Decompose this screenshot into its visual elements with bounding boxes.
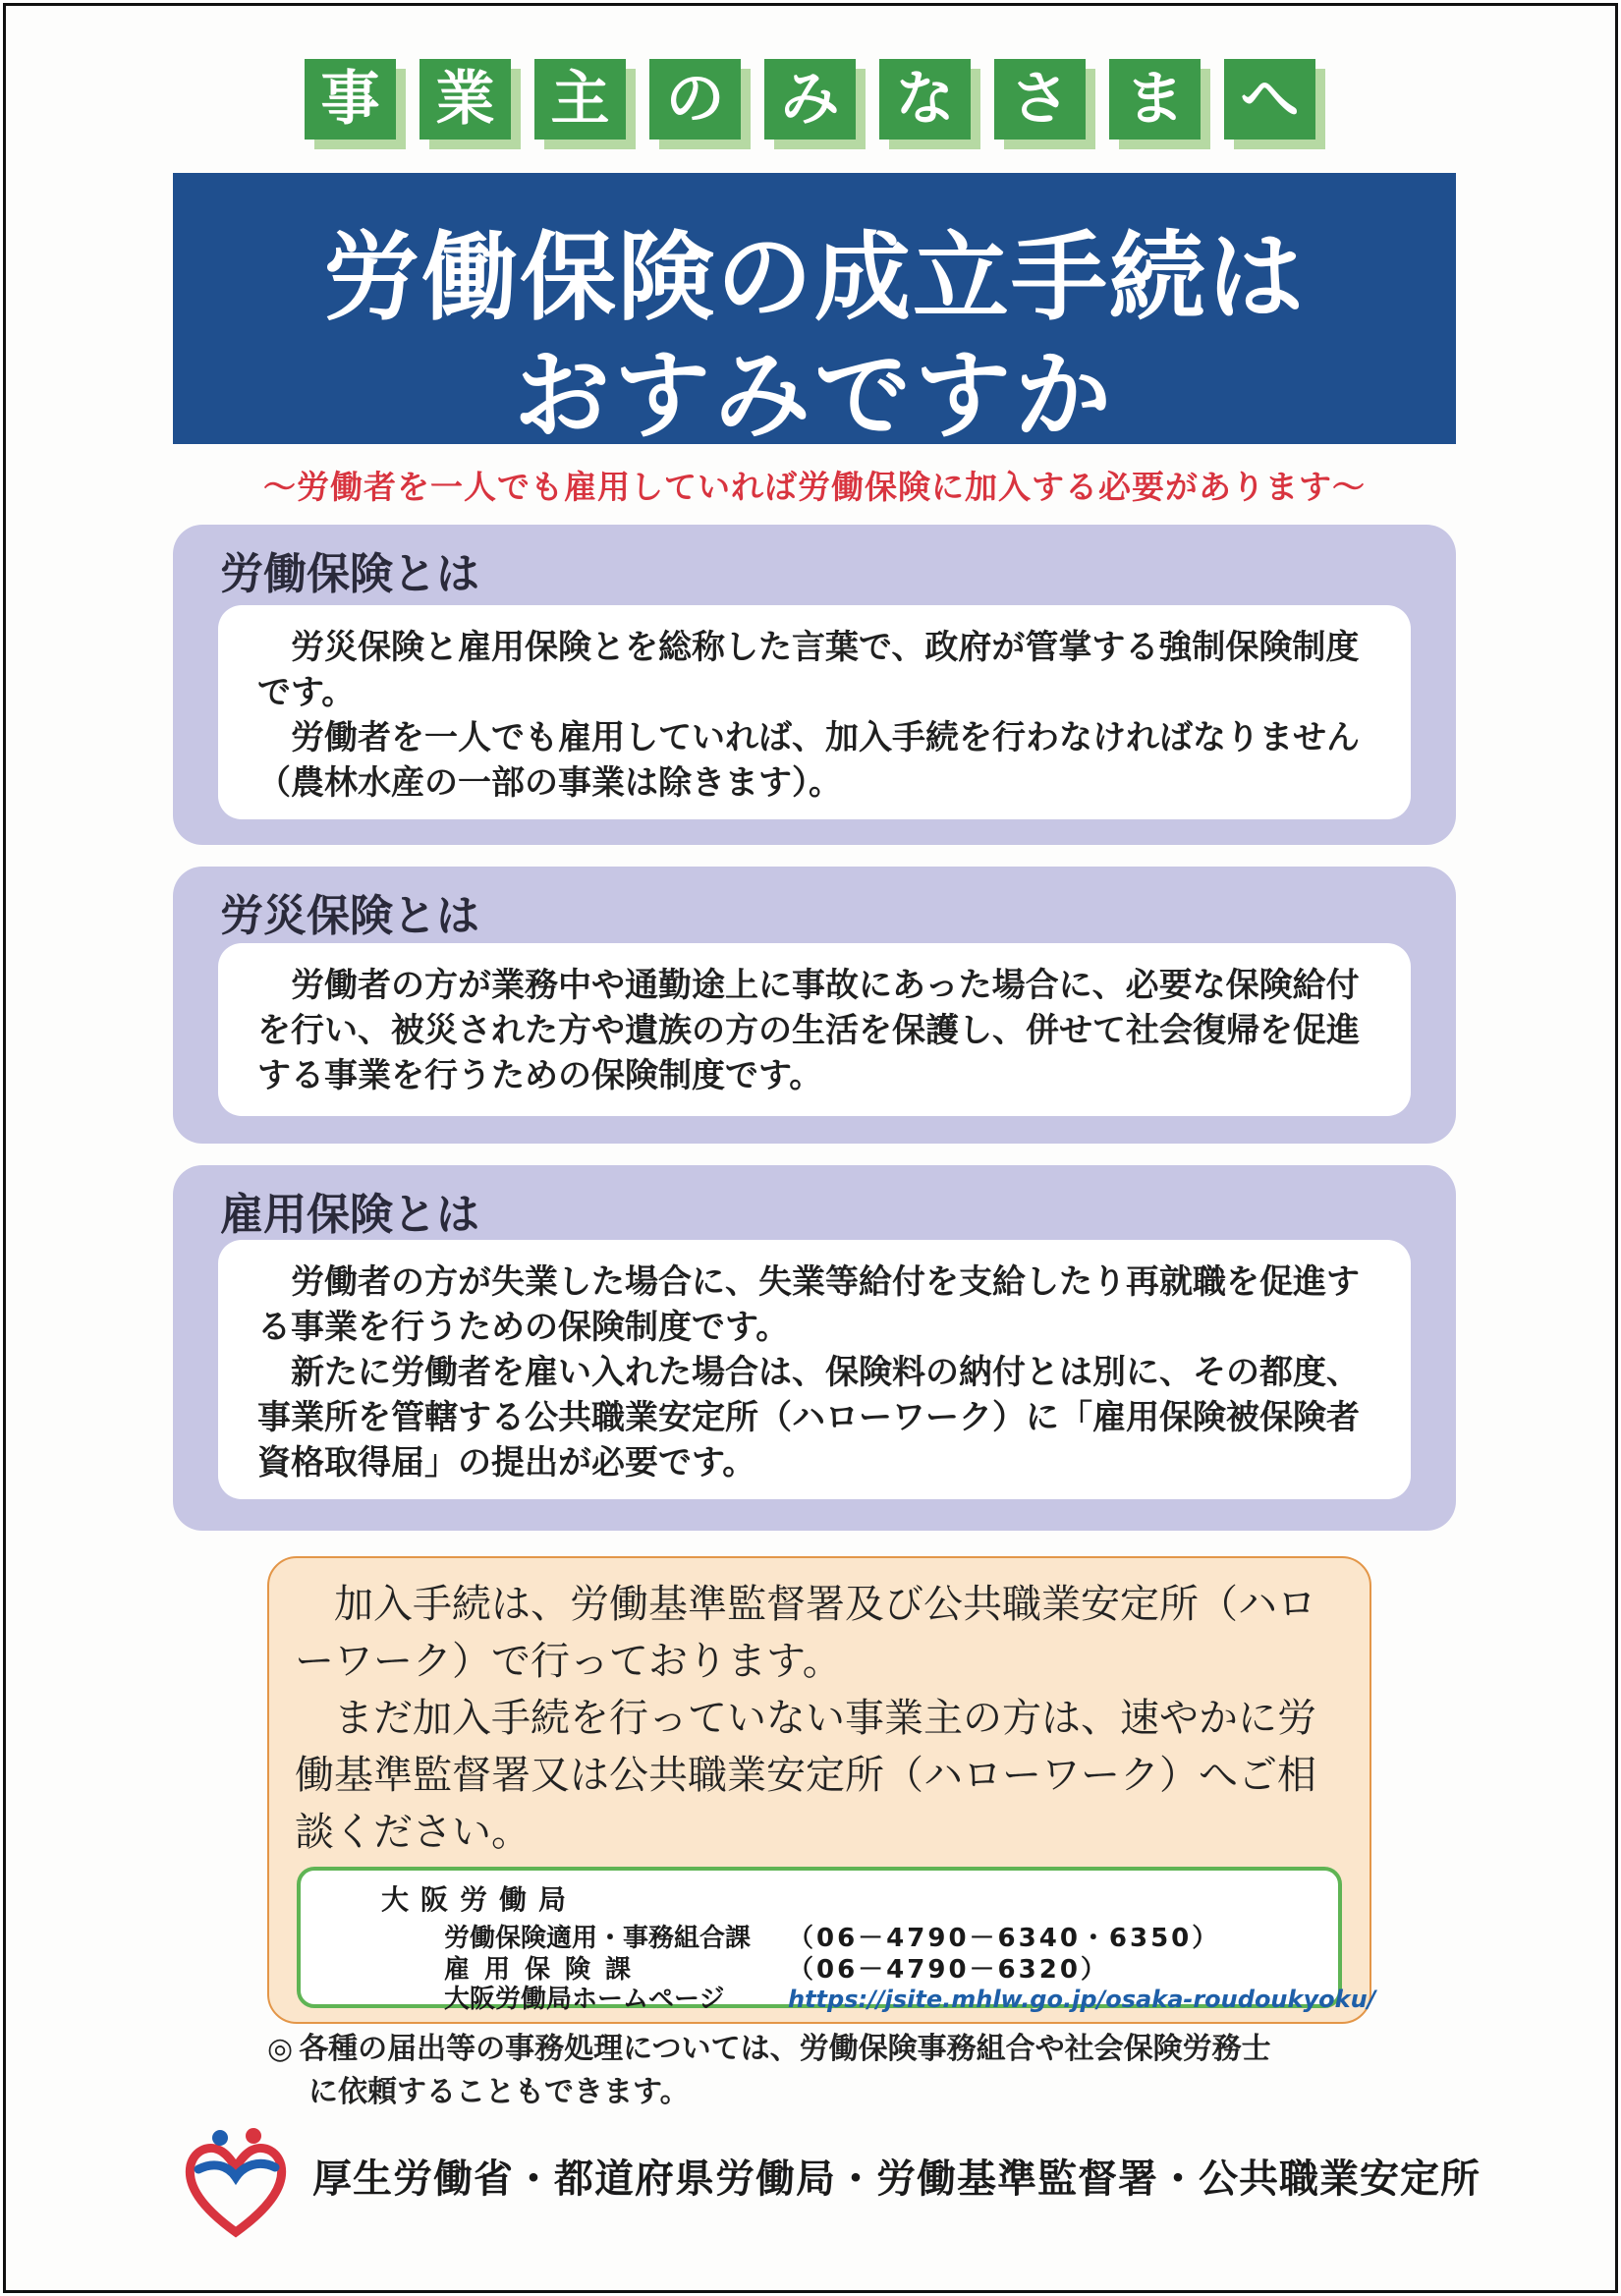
header-tile-char: へ <box>1224 59 1315 140</box>
contact-row <box>444 1979 1375 2015</box>
double-circle-mark: ◎ <box>267 2032 294 2066</box>
procedure-box <box>267 1556 1376 2024</box>
footnote <box>267 2028 1387 2114</box>
contact-phone: （06－4790－6320） <box>788 1955 1109 1985</box>
header-tile <box>994 59 1095 149</box>
procedure-paragraph: 加入手続は、労働基準監督署及び公共職業安定所（ハローワーク）で行っております。 <box>295 1582 1316 1684</box>
subtitle: ～労働者を一人でも雇用していれば労働保険に加入する必要があります～ <box>263 468 1366 506</box>
header-tile-char: ま <box>1109 59 1201 140</box>
header-tile-char: み <box>764 59 856 140</box>
section-paragraph: 労災保険と雇用保険とを総称した言葉で、政府が管掌する強制保険制度です。 <box>257 628 1360 712</box>
contact-label: 雇用保険課 <box>444 1955 646 1985</box>
footer-organizations: 厚生労働省・都道府県労働局・労働基準監督署・公共職業安定所 <box>312 2156 1481 2202</box>
header-tile-char: な <box>879 59 971 140</box>
footnote-line1: 各種の届出等の事務処理については、労働保険事務組合や社会保険労務士 <box>299 2032 1271 2066</box>
section-paragraph: 労働者の方が業務中や通勤途上に事故にあった場合に、必要な保険給付を行い、被災された方や遺族の方の生活を保護し、併せて社会復帰を促進する事業を行うための保険制度です。 <box>257 966 1360 1095</box>
page-title-line1: 労働保険の成立手続は <box>322 222 1306 334</box>
header-tile-char: 業 <box>419 59 511 140</box>
section-paragraph: 労働者の方が失業した場合に、失業等給付を支給したり再就職を促進する事業を行うための保険制度です。 <box>257 1262 1360 1347</box>
header-tile <box>764 59 866 149</box>
header-tile <box>649 59 751 149</box>
section-title: 労働保険とは <box>220 549 479 599</box>
contact-box <box>297 1867 1376 2014</box>
section-title: 労災保険とは <box>220 891 479 941</box>
contact-label: 大阪労働局ホームページ <box>444 1985 725 2014</box>
section-body <box>218 605 1411 819</box>
mhlw-logo-icon <box>181 2122 291 2240</box>
section-title: 雇用保険とは <box>220 1190 479 1240</box>
homepage-link[interactable]: https://jsite.mhlw.go.jp/osaka-roudoukyoku/ <box>788 1986 1376 2013</box>
header-tile-char: 主 <box>534 59 626 140</box>
section-paragraph: 新たに労働者を雇い入れた場合は、保険料の納付とは別に、その都度、事業所を管轄する公共職業安定所（ハローワーク）に「雇用保険被保険者資格取得届」の提出が必要です。 <box>257 1353 1360 1483</box>
section-body <box>218 943 1411 1116</box>
header-tile <box>419 59 521 149</box>
footnote-line2: に依頼することもできます。 <box>308 2075 690 2109</box>
procedure-paragraph: まだ加入手続を行っていない事業主の方は、速やかに労働基準監督署又は公共職業安定所（ハローワーク）へご相談ください。 <box>295 1696 1316 1855</box>
header-tile-char: の <box>649 59 741 140</box>
header-tile <box>1224 59 1325 149</box>
title-banner <box>173 173 1456 452</box>
header-tile <box>879 59 980 149</box>
page-title-line2: おすみですか <box>513 340 1115 452</box>
contact-phone: （06－4790－6340・6350） <box>788 1924 1221 1953</box>
contact-label: 労働保険適用・事務組合課 <box>444 1924 752 1953</box>
section-employment-insurance <box>173 1165 1456 1531</box>
header-tile <box>534 59 636 149</box>
header-tile-char: 事 <box>305 59 396 140</box>
header-tile-char: さ <box>994 59 1086 140</box>
header-tiles <box>305 59 1325 149</box>
header-tile <box>305 59 406 149</box>
section-labor-insurance <box>173 525 1456 845</box>
section-body <box>218 1240 1411 1499</box>
header-tile <box>1109 59 1210 149</box>
section-workers-compensation <box>173 867 1456 1144</box>
section-paragraph: 労働者を一人でも雇用していれば、加入手続を行わなければなりません（農林水産の一部の事業は除きます）。 <box>257 718 1360 803</box>
contact-office: 大阪労働局 <box>381 1883 579 1916</box>
